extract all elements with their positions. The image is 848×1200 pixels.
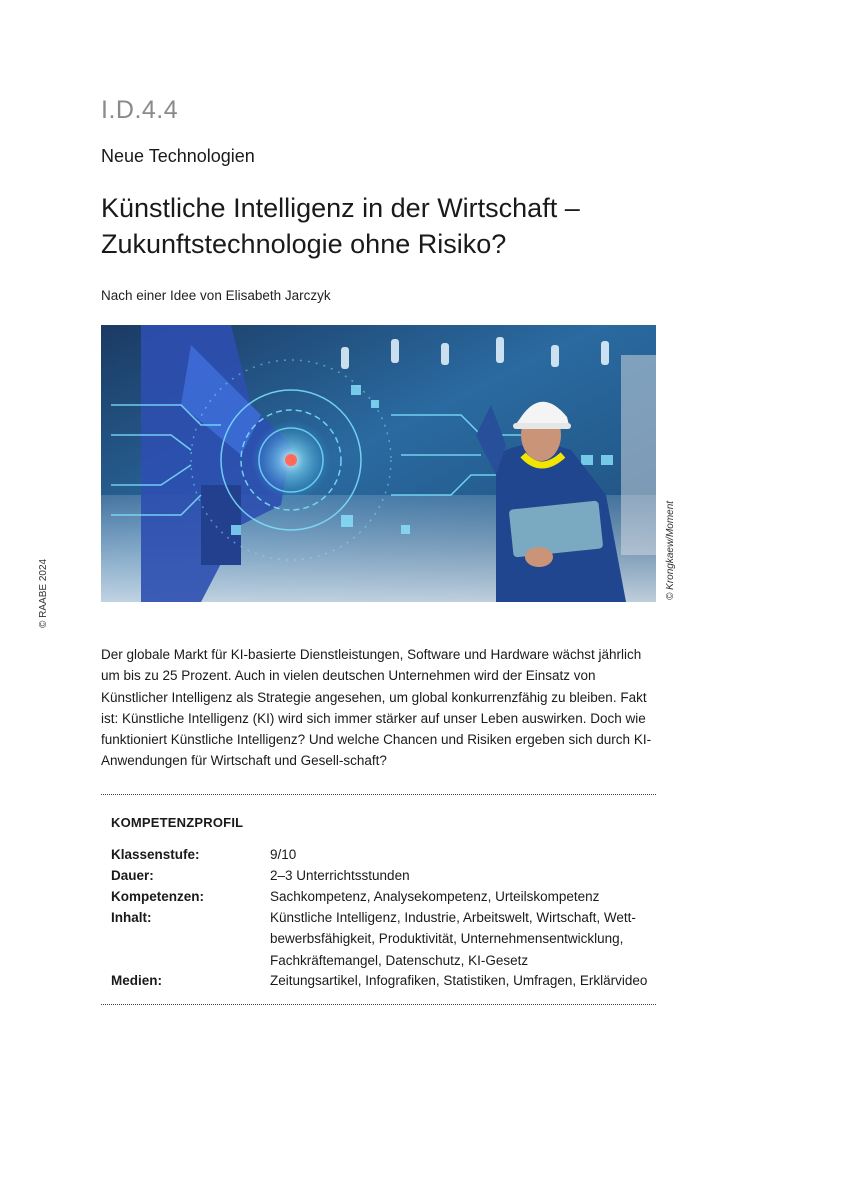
side-copyright-text: © RAABE 2024 bbox=[38, 558, 49, 628]
profile-value: Zeitungsartikel, Infografiken, Statistiken, Umfragen, Erklärvideo bbox=[270, 973, 648, 988]
profile-top-divider bbox=[101, 794, 656, 795]
profile-value: Künstliche Intelligenz, Industrie, Arbeitswelt, Wirtschaft, Wett-bewerbsfähigkeit, Produktivität, Unternehmensentwicklung, Fachkräftemangel, Datenschutz, KI-Gesetz bbox=[270, 910, 636, 968]
profile-label: Klassenstufe: bbox=[111, 847, 200, 862]
page-title bbox=[101, 190, 701, 262]
profile-label: Kompetenzen: bbox=[111, 889, 205, 904]
profile-label: Dauer: bbox=[111, 868, 154, 883]
profile-value: Sachkompetenz, Analysekompetenz, Urteilskompetenz bbox=[270, 889, 600, 904]
profile-label: Medien: bbox=[111, 973, 163, 988]
author-credit: Nach einer Idee von Elisabeth Jarczyk bbox=[101, 288, 331, 303]
profile-bottom-divider bbox=[101, 1004, 656, 1005]
hero-image bbox=[101, 325, 656, 602]
category-title: Neue Technologien bbox=[101, 146, 255, 166]
intro-text bbox=[101, 644, 657, 772]
image-credit-text: © Krongkaew/Moment bbox=[665, 500, 676, 600]
title-line-1: Künstliche Intelligenz in der Wirtschaft – bbox=[101, 193, 580, 223]
unit-code: I.D.4.4 bbox=[101, 96, 179, 124]
profile-value: 2–3 Unterrichtsstunden bbox=[270, 868, 410, 883]
profile-value: 9/10 bbox=[270, 847, 297, 862]
competence-profile-heading: KOMPETENZPROFIL bbox=[111, 815, 244, 830]
profile-label: Inhalt: bbox=[111, 910, 152, 925]
title-line-2: Zukunftstechnologie ohne Risiko? bbox=[101, 229, 507, 259]
intro-paragraph: Der globale Markt für KI-basierte Dienstleistungen, Software und Hardware wächst jährlich um bis zu 25 Prozent. Auch in vielen deutschen Unternehmen wird der Einsatz von Künstlicher Intelligenz als Strategie angesehen, um global konkurrenzfähig zu bleiben. Fakt ist: Künstliche Intelligenz (KI) wird sich immer stärker auf unser Leben auswirken. Doch wie funktioniert Künstliche Intelligenz? Und welche Chancen und Risiken ergeben sich durch KI-Anwendungen für Wirtschaft und Gesell-schaft? bbox=[101, 647, 652, 769]
